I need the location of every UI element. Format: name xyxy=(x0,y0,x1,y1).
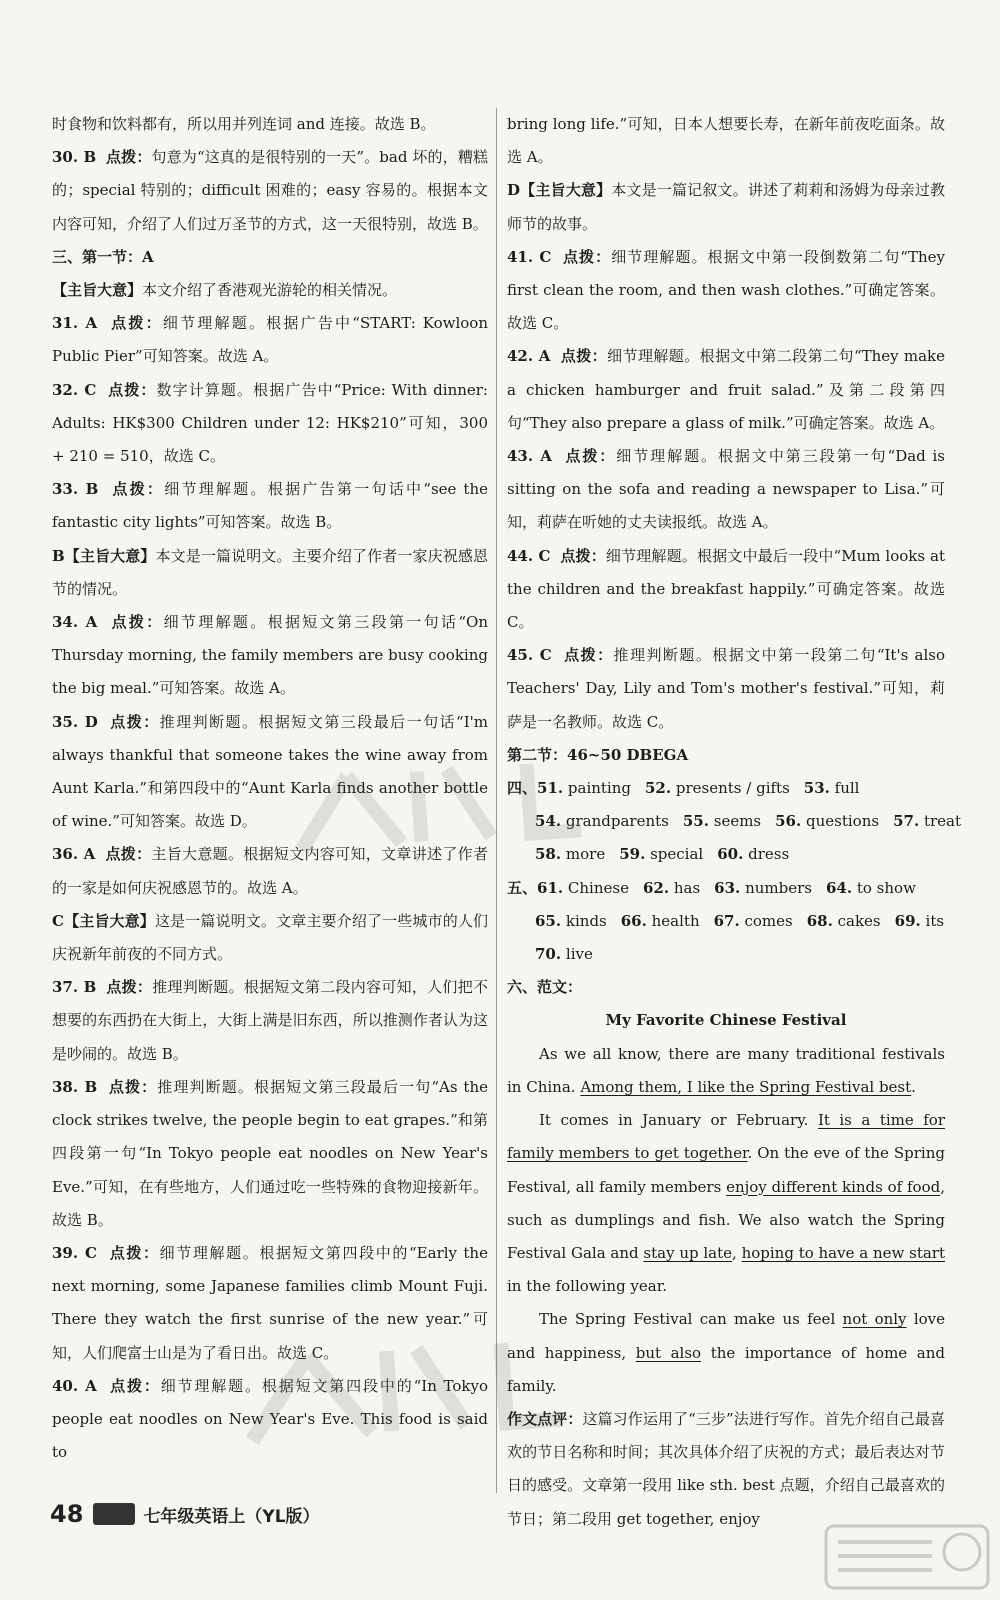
fill-answer: 61. Chinese xyxy=(537,878,629,897)
answer-text: 推理判断题。根据文中第一段第二句“It's also Teachers' Day, Lily and Tom's mother's festival.”可知，莉萨是一名教师。故选 C。 xyxy=(507,646,945,731)
continuation-paragraph: 时食物和饮料都有，所以用并列连词 and 连接。故选 B。 xyxy=(52,115,436,133)
fill-answer: 64. to show xyxy=(825,878,916,897)
main-idea-label: C【主旨大意】 xyxy=(52,911,155,930)
answer-number: 40. A xyxy=(52,1376,97,1395)
answer-number: 36. A xyxy=(52,845,96,864)
main-idea-c xyxy=(52,905,488,971)
answer-33 xyxy=(52,473,488,539)
answer-text: 细节理解题。根据短文第三段第一句话“On Thursday morning, the family members are busy cooking the big meal.”可知答案。故选 A。 xyxy=(52,613,488,698)
fill-answer: 58. more xyxy=(535,845,606,864)
answer-number: 32. C xyxy=(52,380,97,399)
answer-number: 45. C xyxy=(507,646,552,665)
section-five xyxy=(507,872,945,972)
section-four xyxy=(507,772,962,872)
answer-row xyxy=(507,905,945,938)
hint-label: 点拨： xyxy=(108,1077,158,1096)
hint-label: 点拨： xyxy=(110,712,160,731)
answer-number: 35. D xyxy=(52,712,98,731)
hint-label: 点拨： xyxy=(111,314,163,333)
answer-43 xyxy=(507,440,945,540)
answer-text: 细节理解题。根据广告中“START: Kowloon Public Pier”可知答案。故选 A。 xyxy=(52,314,488,366)
answer-37 xyxy=(52,971,488,1071)
answer-40 xyxy=(52,1370,488,1470)
answer-number: 34. A xyxy=(52,613,98,632)
answer-text: 细节理解题。根据短文第四段中的“Early the next morning, some Japanese families climb Mount Fuji. There they watch the first sunrise of the new year.”可知，人们爬富士山是为了看日出。故选 C。 xyxy=(52,1243,488,1362)
fill-answer: 52. presents / gifts xyxy=(645,779,790,798)
main-idea-text: 本文介绍了香港观光游轮的相关情况。 xyxy=(142,281,398,300)
book-title: 七年级英语上（YL版） xyxy=(143,1506,320,1527)
fill-answer: 51. painting xyxy=(537,779,631,798)
answer-38 xyxy=(52,1071,488,1237)
answer-32 xyxy=(52,374,488,474)
hint-label: 点拨： xyxy=(109,1243,160,1262)
page-footer xyxy=(50,1494,320,1534)
main-idea-label: D【主旨大意】 xyxy=(507,181,612,200)
fill-answer: 69. its xyxy=(894,911,945,930)
answer-number: 30. B xyxy=(52,148,97,167)
answer-number: 41. C xyxy=(507,247,552,266)
answer-text: 句意为“这真的是很特别的一天”。bad 坏的，糟糕的；special 特别的；difficult 困难的；easy 容易的。根据本文内容可知，介绍了人们过万圣节的方式，这一天很特别，故选 B。 xyxy=(52,148,488,233)
hint-label: 点拨： xyxy=(564,646,614,665)
brand-logo-icon xyxy=(93,1503,135,1525)
fill-answer: 63. numbers xyxy=(714,878,812,897)
answer-row xyxy=(507,772,945,805)
essay-paragraph-2: It comes in January or February. It is a time for family members to get together. On the eve of the Spring Festival, all family members enjoy different kinds of food, such as dumplings and fish. We also watch the Spring Festival Gala and stay up late, hoping to have a new start in the following year. xyxy=(507,1111,945,1296)
answer-row xyxy=(507,938,945,971)
right-column xyxy=(507,108,962,1536)
main-idea-label: 【主旨大意】 xyxy=(52,281,143,300)
hint-label: 点拨： xyxy=(560,347,608,366)
answer-text: 细节理解题。根据文中第三段第一句“Dad is sitting on the sofa and reading a newspaper to Lisa.”可知，莉萨在听她的丈夫读报纸。故选 A。 xyxy=(507,447,945,532)
essay-title: My Favorite Chinese Festival xyxy=(605,1011,847,1030)
comment-text: 这篇习作运用了“三步”法进行写作。首先介绍自己最喜欢的节日名称和时间；其次具体介绍了庆祝的方式；最后表达对节日的感受。文章第一段用 like sth. best 点题，介绍自己最喜欢的节日；第二段用 get together, enjoy xyxy=(507,1409,945,1528)
answer-41 xyxy=(507,241,945,341)
hint-label: 点拨： xyxy=(111,613,164,632)
answer-42 xyxy=(507,340,945,440)
fill-answer: 55. seems xyxy=(682,812,762,831)
section-answers: 46~50 DBEGA xyxy=(567,745,689,764)
comment-label: 作文点评： xyxy=(507,1409,583,1428)
column-divider xyxy=(496,108,497,1493)
fill-answer: 54. grandparents xyxy=(535,812,669,831)
main-idea-a xyxy=(52,274,488,307)
fill-answer: 70. live xyxy=(535,945,593,964)
hint-label: 点拨： xyxy=(108,380,157,399)
section-label: 五、 xyxy=(507,878,538,897)
answer-34 xyxy=(52,606,488,706)
site-logo-icon xyxy=(822,1522,992,1592)
section-three-heading: 三、第一节：A xyxy=(52,247,154,266)
section-label: 第二节： xyxy=(507,745,568,764)
answer-45 xyxy=(507,639,945,739)
answer-number: 37. B xyxy=(52,978,97,997)
hint-label: 点拨： xyxy=(560,546,606,565)
answer-text: 细节理解题。根据文中最后一段中“Mum looks at the children and the breakfast happily.”可确定答案。故选 C。 xyxy=(507,546,945,632)
answer-31 xyxy=(52,307,488,373)
answer-44 xyxy=(507,540,945,640)
answer-text: 数字计算题。根据广告中“Price: With dinner: Adults: HK$300 Children under 12: HK$210”可知，300 + 210 = 510，故选 C。 xyxy=(52,380,488,466)
answer-text: 推理判断题。根据短文第三段最后一句“As the clock strikes twelve, the people begin to eat grapes.”和第四段第一句“In Tokyo people eat noodles on New Year's Eve.”可知，在有些地方，人们通过吃一些特殊的食物迎接新年。故选 B。 xyxy=(52,1077,488,1229)
hint-label: 点拨： xyxy=(105,845,152,864)
answer-39 xyxy=(52,1237,488,1370)
answer-text: 推理判断题。根据短文第二段内容可知，人们把不想要的东西扔在大街上，大街上满是旧东西，所以推测作者认为这是吵闹的。故选 B。 xyxy=(52,978,488,1063)
answer-number: 38. B xyxy=(52,1077,98,1096)
section-label: 四、 xyxy=(507,779,538,798)
page-number: 48 xyxy=(50,1500,84,1528)
answer-text: 推理判断题。根据短文第三段最后一句话“I'm always thankful that someone takes the wine away from Aunt Karla.”和第四段中的“Aunt Karla finds another bottle of wine.”可知答案。故选 D。 xyxy=(52,712,488,831)
main-idea-text: 本文是一篇记叙文。讲述了莉莉和汤姆为母亲过教师节的故事。 xyxy=(507,181,945,233)
hint-label: 点拨： xyxy=(106,148,152,167)
fill-answer: 67. comes xyxy=(713,911,793,930)
answer-35 xyxy=(52,706,488,839)
hint-label: 点拨： xyxy=(563,247,612,266)
answer-text: 细节理解题。根据文中第一段倒数第二句“They first clean the room, and then wash clothes.”可确定答案。故选 C。 xyxy=(507,247,945,333)
fill-answer: 68. cakes xyxy=(806,911,881,930)
hint-label: 点拨： xyxy=(112,480,165,499)
continuation-paragraph: bring long life.”可知，日本人想要长寿，在新年前夜吃面条。故选 A。 xyxy=(507,115,945,167)
essay-paragraph-1: As we all know, there are many traditional festivals in China. Among them, I like the Spring Festival best. xyxy=(507,1044,945,1096)
answer-text: 主旨大意题。根据短文内容可知，文章讲述了作者的一家是如何庆祝感恩节的。故选 A。 xyxy=(52,845,488,897)
essay-comment xyxy=(507,1403,945,1536)
answer-row xyxy=(507,872,945,905)
fill-answer: 56. questions xyxy=(775,812,880,831)
answer-number: 42. A xyxy=(507,347,551,366)
answer-number: 43. A xyxy=(507,447,552,466)
answer-text: 细节理解题。根据广告第一句话中“see the fantastic city lights”可知答案。故选 B。 xyxy=(52,480,488,532)
main-idea-label: B【主旨大意】 xyxy=(52,546,156,565)
fill-answer: 53. full xyxy=(803,779,860,798)
answer-text: 细节理解题。根据文中第二段第二句“They make a chicken hamburger and fruit salad.”及第二段第四句“They also prepare a glass of milk.”可确定答案。故选 A。 xyxy=(507,347,945,432)
answer-number: 44. C xyxy=(507,546,551,565)
answer-row xyxy=(507,838,945,871)
fill-answer: 60. dress xyxy=(717,845,790,864)
fill-answer: 59. special xyxy=(619,845,704,864)
answer-row xyxy=(507,805,962,838)
hint-label: 点拨： xyxy=(106,978,153,997)
main-idea-d xyxy=(507,174,945,240)
answer-number: 31. A xyxy=(52,314,98,333)
essay-paragraph-3: The Spring Festival can make us feel not only love and happiness, but also the importance of home and family. xyxy=(507,1310,946,1395)
fill-answer: 65. kinds xyxy=(535,911,607,930)
section-two-answers xyxy=(507,739,945,772)
answer-30 xyxy=(52,141,488,241)
main-idea-text: 这是一篇说明文。文章主要介绍了一些城市的人们庆祝新年前夜的不同方式。 xyxy=(52,911,488,964)
main-idea-text: 本文是一篇说明文。主要介绍了作者一家庆祝感恩节的情况。 xyxy=(52,546,488,598)
answer-number: 39. C xyxy=(52,1243,97,1262)
main-idea-b xyxy=(52,540,488,606)
answer-36 xyxy=(52,838,488,904)
fill-answer: 62. has xyxy=(642,878,701,897)
answer-number: 33. B xyxy=(52,480,99,499)
hint-label: 点拨： xyxy=(565,447,617,466)
section-six-heading: 六、范文： xyxy=(507,978,583,997)
left-column xyxy=(52,108,488,1469)
hint-label: 点拨： xyxy=(110,1376,161,1395)
answer-text: 细节理解题。根据短文第四段中的“In Tokyo people eat noodles on New Year's Eve. This food is said to xyxy=(52,1376,488,1462)
fill-answer: 66. health xyxy=(620,911,700,930)
fill-answer: 57. treat xyxy=(893,812,962,831)
